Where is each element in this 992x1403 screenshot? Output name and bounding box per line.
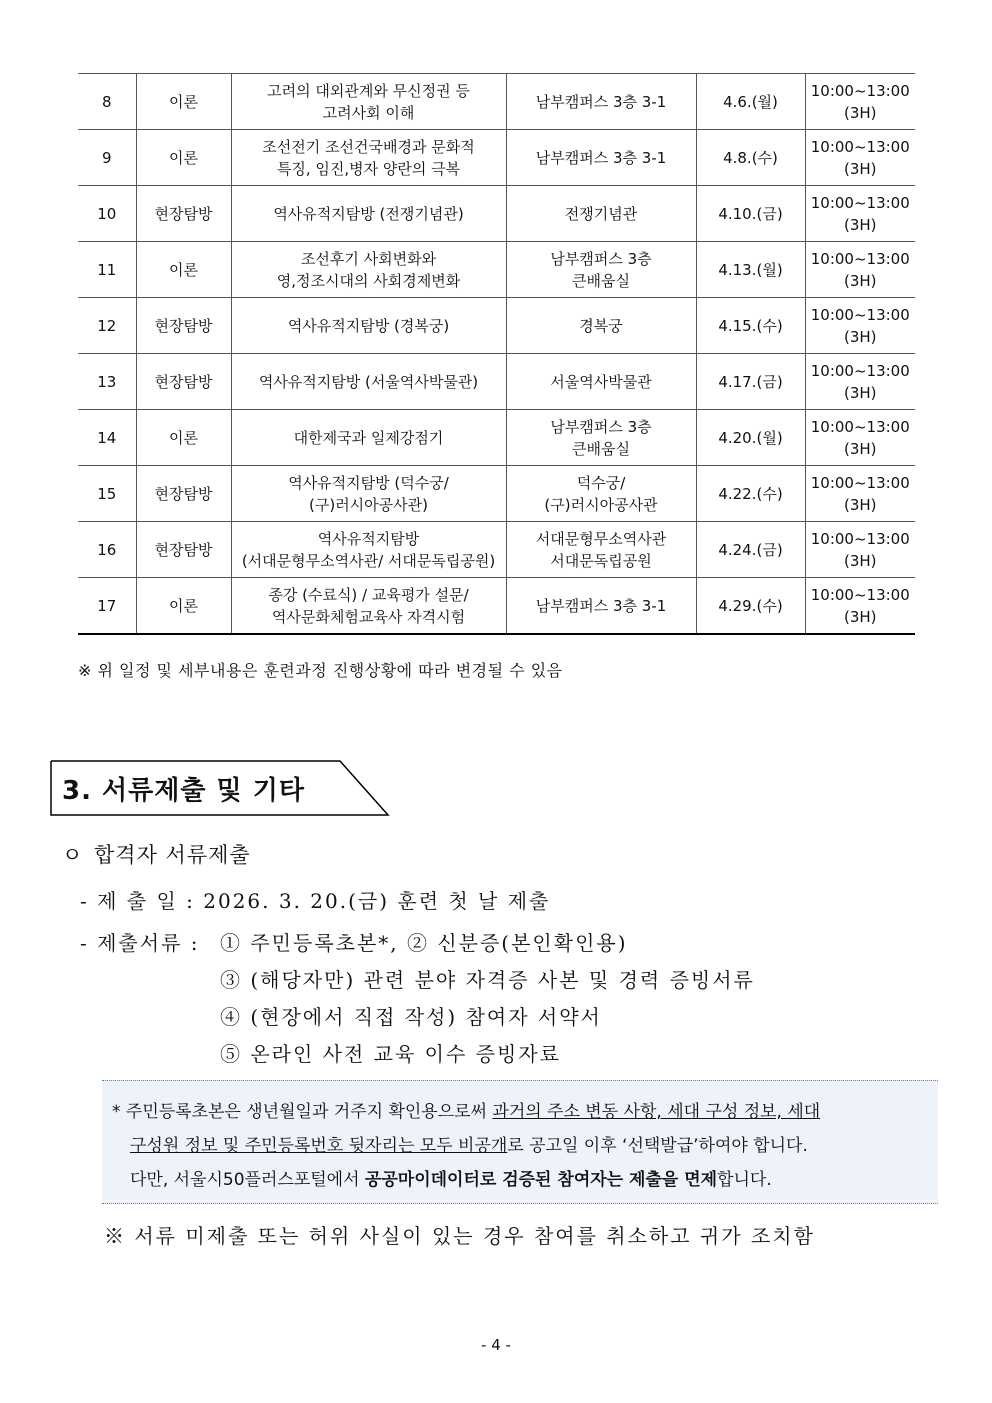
table-row (78, 242, 915, 298)
cell-time: 10:00~13:00 (3H) (805, 242, 915, 298)
cell-date: 4.24.(금) (696, 522, 805, 578)
cell-date: 4.10.(금) (696, 186, 805, 242)
table-row (78, 130, 915, 186)
cell-no: 17 (78, 578, 136, 635)
schedule-note: ※ 위 일정 및 세부내용은 훈련과정 진행상황에 따라 변경될 수 있음 (78, 661, 563, 680)
cell-date: 4.8.(수) (696, 130, 805, 186)
cell-place: 남부캠퍼스 3층 큰배움실 (506, 410, 696, 466)
cell-date: 4.15.(수) (696, 298, 805, 354)
cell-no: 12 (78, 298, 136, 354)
cell-time: 10:00~13:00 (3H) (805, 578, 915, 635)
cell-place: 남부캠퍼스 3층 3-1 (506, 74, 696, 130)
cell-type: 현장탐방 (136, 186, 231, 242)
notice-underlined: 구성원 정보 및 주민등록번호 뒷자리는 모두 비공개 (130, 1136, 508, 1156)
cell-place: 경복궁 (506, 298, 696, 354)
cell-place: 남부캠퍼스 3층 3-1 (506, 578, 696, 635)
cell-content: 종강 (수료식) / 교육평가 설문/ 역사문화체험교육사 자격시험 (231, 578, 506, 635)
notice-bold: 공공마이데이터로 검증된 참여자는 제출을 면제 (364, 1170, 718, 1190)
cell-no: 16 (78, 522, 136, 578)
schedule-table-body (78, 74, 915, 635)
cell-content: 역사유적지탐방 (서울역사박물관) (231, 354, 506, 410)
cell-time: 10:00~13:00 (3H) (805, 186, 915, 242)
cell-type: 현장탐방 (136, 354, 231, 410)
cell-time: 10:00~13:00 (3H) (805, 410, 915, 466)
cell-time: 10:00~13:00 (3H) (805, 466, 915, 522)
cell-no: 13 (78, 354, 136, 410)
notice-text (112, 1095, 932, 1197)
doc-item: ⑤ 온라인 사전 교육 이수 증빙자료 (220, 1042, 561, 1066)
cell-place: 서대문형무소역사관 서대문독립공원 (506, 522, 696, 578)
notice-part: * 주민등록초본은 생년월일과 거주지 확인용으로써 (112, 1102, 493, 1122)
cell-no: 9 (78, 130, 136, 186)
notice-part: 합니다. (717, 1170, 772, 1190)
table-row (78, 466, 915, 522)
cell-time: 10:00~13:00 (3H) (805, 522, 915, 578)
cell-date: 4.29.(수) (696, 578, 805, 635)
doc-item: ① 주민등록초본*, ② 신분증(본인확인용) (220, 931, 628, 955)
table-row (78, 74, 915, 130)
resident-registration-notice (102, 1080, 938, 1204)
doc-item: ④ (현장에서 직접 작성) 참여자 서약서 (220, 1005, 602, 1029)
cell-no: 15 (78, 466, 136, 522)
cell-content: 조선전기 조선건국배경과 문화적 특징, 임진,병자 양란의 극복 (231, 130, 506, 186)
cell-type: 이론 (136, 242, 231, 298)
cell-no: 14 (78, 410, 136, 466)
cell-content: 역사유적지탐방 (전쟁기념관) (231, 186, 506, 242)
subhead-bullet: ㅇ (62, 843, 84, 867)
cell-place: 덕수궁/ (구)러시아공사관 (506, 466, 696, 522)
cell-type: 이론 (136, 578, 231, 635)
cell-place: 남부캠퍼스 3층 큰배움실 (506, 242, 696, 298)
notice-part: 로 공고일 이후 ‘선택발급’하여야 합니다. (507, 1136, 808, 1156)
schedule-table (78, 73, 915, 635)
cell-time: 10:00~13:00 (3H) (805, 354, 915, 410)
cell-no: 8 (78, 74, 136, 130)
cell-content: 역사유적지탐방 (서대문형무소역사관/ 서대문독립공원) (231, 522, 506, 578)
cell-time: 10:00~13:00 (3H) (805, 130, 915, 186)
cell-type: 이론 (136, 74, 231, 130)
cell-date: 4.17.(금) (696, 354, 805, 410)
notice-part: 다만, 서울시50플러스포털에서 (130, 1170, 365, 1190)
cell-type: 현장탐방 (136, 466, 231, 522)
cell-place: 전쟁기념관 (506, 186, 696, 242)
table-row (78, 186, 915, 242)
cell-date: 4.13.(월) (696, 242, 805, 298)
cell-content: 역사유적지탐방 (경복궁) (231, 298, 506, 354)
cell-time: 10:00~13:00 (3H) (805, 298, 915, 354)
table-row (78, 410, 915, 466)
cell-date: 4.6.(월) (696, 74, 805, 130)
doc-item: ③ (해당자만) 관련 분야 자격증 사본 및 경력 증빙서류 (220, 968, 755, 992)
cell-type: 현장탐방 (136, 298, 231, 354)
table-row (78, 354, 915, 410)
cell-type: 이론 (136, 130, 231, 186)
submit-date-line: - 제 출 일 : 2026. 3. 20.(금) 훈련 첫 날 제출 (80, 889, 551, 913)
cell-no: 11 (78, 242, 136, 298)
table-row (78, 522, 915, 578)
cell-type: 현장탐방 (136, 522, 231, 578)
cell-no: 10 (78, 186, 136, 242)
section-title: 3. 서류제출 및 기타 (62, 776, 305, 806)
table-row (78, 578, 915, 635)
subhead (62, 839, 251, 869)
subhead-text: 합격자 서류제출 (94, 843, 251, 867)
cell-content: 고려의 대외관계와 무신정권 등 고려사회 이해 (231, 74, 506, 130)
cell-date: 4.22.(수) (696, 466, 805, 522)
cell-content: 조선후기 사회변화와 영,정조시대의 사회경제변화 (231, 242, 506, 298)
cell-content: 역사유적지탐방 (덕수궁/ (구)러시아공사관) (231, 466, 506, 522)
docs-label: - 제출서류 : (80, 931, 200, 955)
cell-type: 이론 (136, 410, 231, 466)
table-row (78, 298, 915, 354)
cell-place: 서울역사박물관 (506, 354, 696, 410)
cell-content: 대한제국과 일제강점기 (231, 410, 506, 466)
cell-time: 10:00~13:00 (3H) (805, 74, 915, 130)
notice-underlined: 과거의 주소 변동 사항, 세대 구성 정보, 세대 (492, 1102, 821, 1122)
cell-date: 4.20.(월) (696, 410, 805, 466)
cell-place: 남부캠퍼스 3층 3-1 (506, 130, 696, 186)
final-note: ※ 서류 미제출 또는 허위 사실이 있는 경우 참여를 취소하고 귀가 조치함 (104, 1224, 815, 1248)
page-number: - 4 - (481, 1336, 511, 1354)
